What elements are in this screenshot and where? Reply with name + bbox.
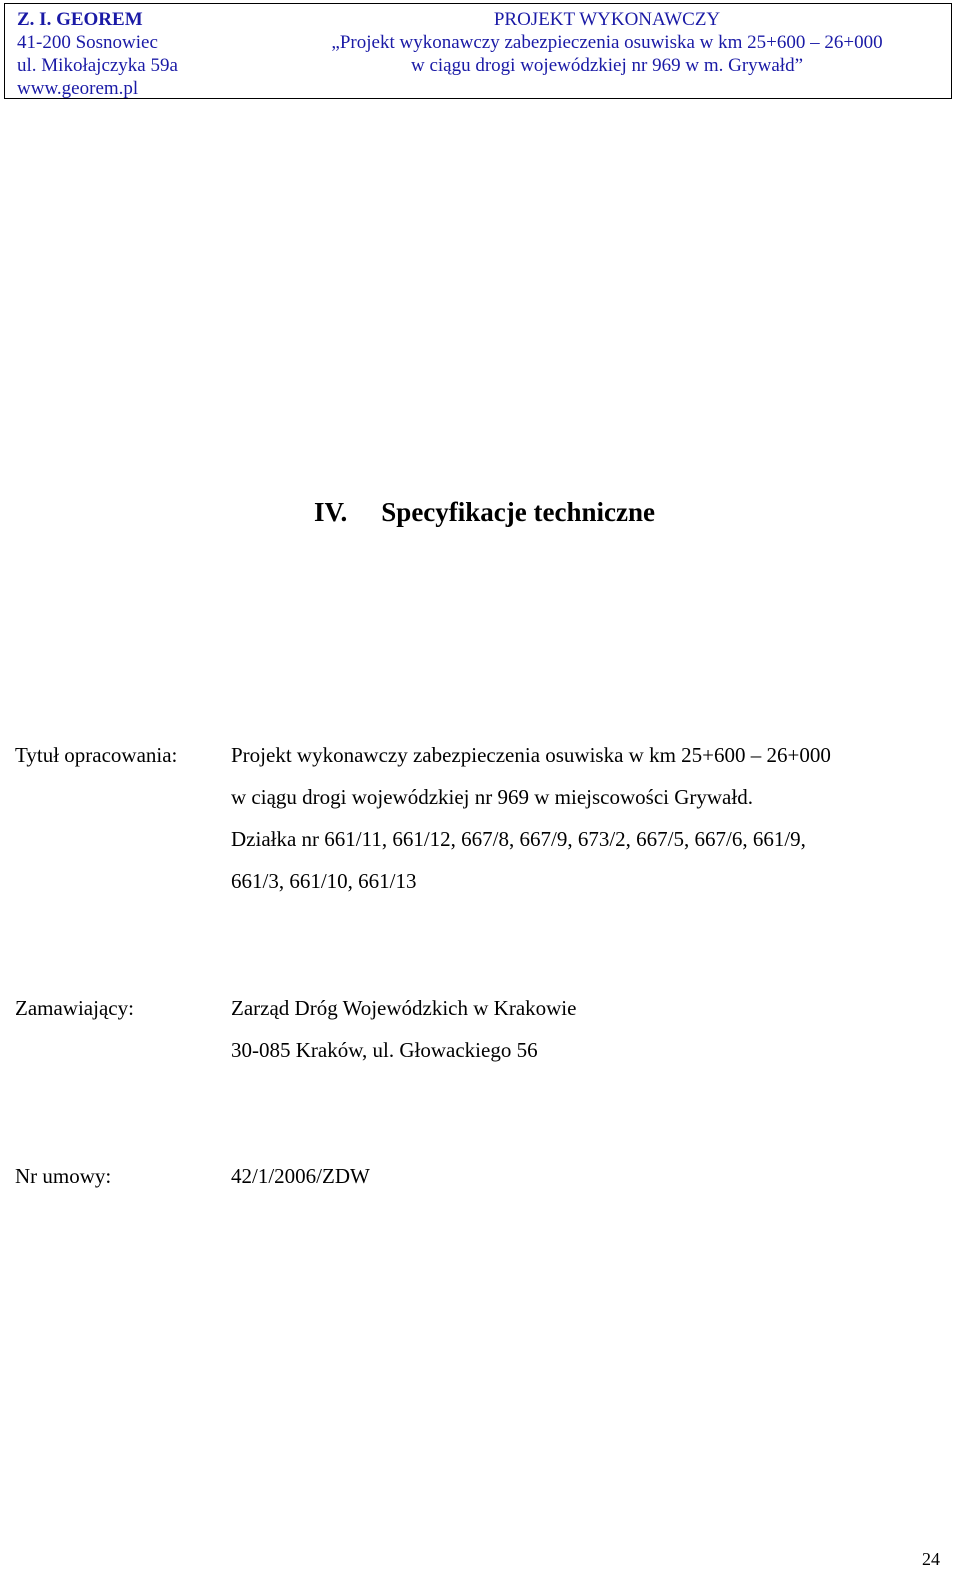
page-number: 24 [922,1549,940,1569]
project-info [267,8,947,77]
client-value [231,987,936,1071]
chapter-title: Specyfikacje techniczne [381,497,655,527]
title-line: w ciągu drogi wojewódzkiej nr 969 w miejscowości Grywałd. [231,785,753,809]
project-name-line-1: „Projekt wykonawczy zabezpieczenia osuwiska w km 25+600 – 26+000 [331,32,883,53]
contract-number: 42/1/2006/ZDW [231,1164,370,1188]
client-address: 30-085 Kraków, ul. Głowackiego 56 [231,1038,538,1062]
title-label: Tytuł opracowania: [15,743,178,767]
title-line: Projekt wykonawczy zabezpieczenia osuwiska w km 25+600 – 26+000 [231,743,831,767]
title-line: 661/3, 661/10, 661/13 [231,869,417,893]
company-website: www.georem.pl [17,78,139,99]
project-name-line-2: w ciągu drogi wojewódzkiej nr 969 w m. Grywałd” [410,55,804,76]
project-type: PROJEKT WYKONAWCZY [493,9,721,30]
contract-value [231,1155,936,1197]
client-label: Zamawiający: [15,996,134,1020]
company-info [17,8,178,100]
chapter-heading [314,495,655,529]
contract-label: Nr umowy: [15,1164,112,1188]
company-street: ul. Mikołajczyka 59a [17,55,178,76]
document-header [4,3,952,99]
company-name: Z. I. GEOREM [17,9,143,30]
chapter-number: IV. [314,497,348,527]
company-city: 41-200 Sosnowiec [17,32,158,53]
title-value [231,734,936,902]
title-line: Działka nr 661/11, 661/12, 667/8, 667/9, 673/2, 667/5, 667/6, 661/9, [231,827,806,851]
client-name: Zarząd Dróg Wojewódzkich w Krakowie [231,996,577,1020]
